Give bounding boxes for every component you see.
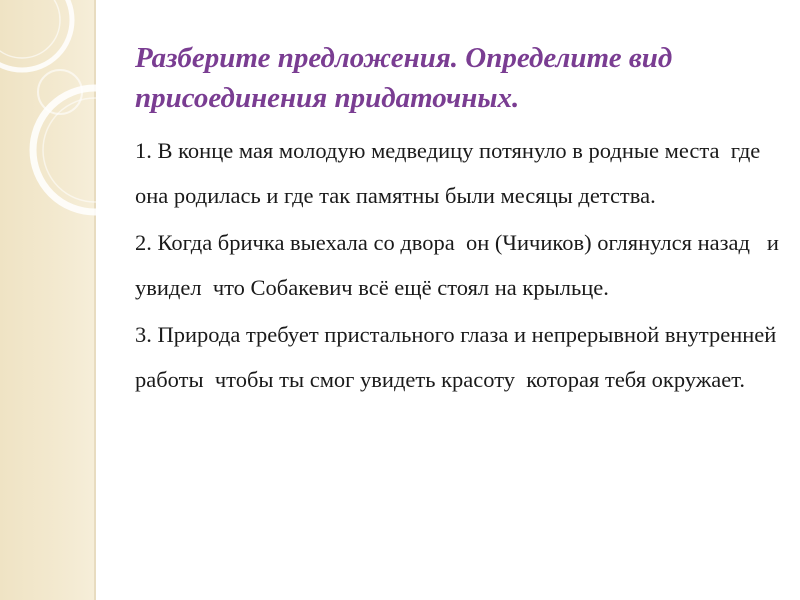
decorative-rings-icon: [0, 0, 140, 260]
sentence-item-1: 1. В конце мая молодую медведицу потянуло в родные места где она родилась и где так памятны были месяцы детства.: [135, 138, 766, 208]
sentence-item-3: 3. Природа требует пристального глаза и непрерывной внутренней работы чтобы ты смог увидеть красоту которая тебя окружает.: [135, 322, 782, 392]
sentence-item-2: 2. Когда бричка выехала со двора он (Чичиков) оглянулся назад и увидел что Собакевич всё ещё стоял на крыльце.: [135, 230, 796, 300]
slide-title: Разберите предложения. Определите вид присоединения придаточных.: [135, 42, 673, 114]
sentence-list: [135, 128, 796, 402]
